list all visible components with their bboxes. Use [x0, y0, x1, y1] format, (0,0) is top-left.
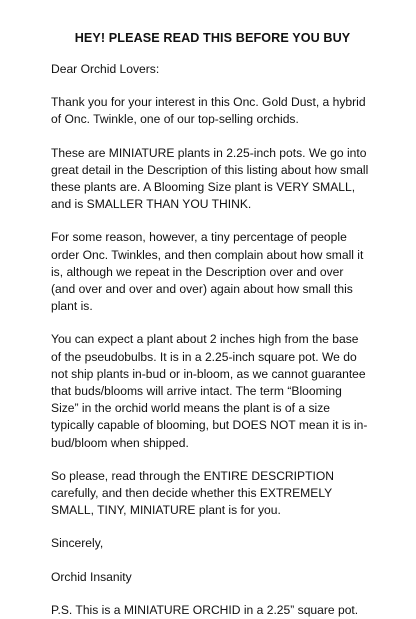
paragraph-thanks: Thank you for your interest in this Onc. Gold Dust, a hybrid of Onc. Twinkle, one of our top-selling orchids.: [51, 95, 366, 127]
paragraph-complaints: For some reason, however, a tiny percentage of people order Onc. Twinkles, and then complain about how small it is, although we repeat in the Description over and over (and over and over and over) again about how small this plant is.: [51, 230, 364, 314]
paragraph-miniature: These are MINIATURE plants in 2.25-inch pots. We go into great detail in the Description of this listing about how small these plants are. A Blooming Size plant is VERY SMALL, and is SMALLER THAN YOU THINK.: [51, 145, 369, 212]
salutation: Dear Orchid Lovers:: [51, 62, 160, 76]
postscript: P.S. This is a MINIATURE ORCHID in a 2.25” square pot.: [51, 602, 359, 617]
signature: Orchid Insanity: [51, 569, 132, 584]
closing: Sincerely,: [51, 536, 104, 551]
paragraph-read-description: So please, read through the ENTIRE DESCRIPTION carefully, and then decide whether this EXTREMELY SMALL, TINY, MINIATURE plant is for you.: [51, 468, 334, 518]
paragraph-expectations: You can expect a plant about 2 inches high from the base of the pseudobulbs. It is in a 2.25-inch square pot. We do not ship plants in-bud or in-bloom, as we cannot guarantee that buds/blooms will arrive intact. The term “Blooming Size” in the orchid world means the plant is of a size typically capable of blooming, but DOES NOT mean it is in-bud/bloom when shipped.: [51, 332, 368, 450]
document-title: HEY! PLEASE READ THIS BEFORE YOU BUY: [74, 31, 351, 45]
